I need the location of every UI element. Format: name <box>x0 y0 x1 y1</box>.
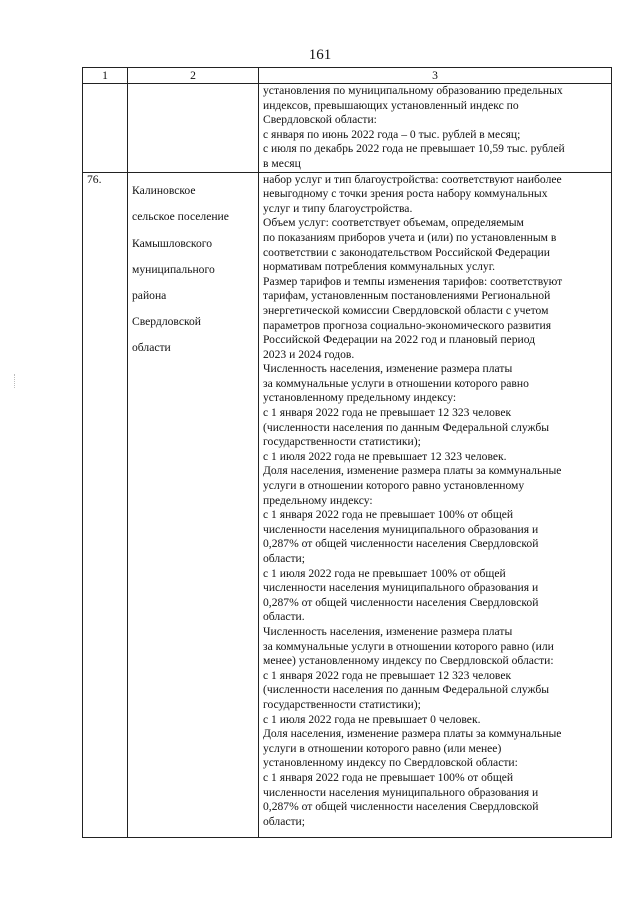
header-col-1: 1 <box>83 68 128 84</box>
content-line: государственности статистики); <box>263 697 421 711</box>
content-line: энергетической комиссии Свердловской области с учетом <box>263 303 549 317</box>
content-line: с 1 июля 2022 года не превышает 0 человек. <box>263 712 481 726</box>
header-row <box>83 68 612 84</box>
content-line: за коммунальные услуги в отношении которого равно (или <box>263 639 554 653</box>
margin-mark <box>14 374 16 388</box>
content-line: установленному предельному индексу: <box>263 391 457 405</box>
content-line: области; <box>263 814 305 828</box>
content-line: соответствии с законодательством Российской Федерации <box>263 245 550 259</box>
municipality-name <box>128 172 259 837</box>
content-line: предельному индексу: <box>263 493 373 507</box>
continuation-line: в месяц <box>263 156 301 170</box>
continuation-line: с июля по декабрь 2022 года не превышает 10,59 тыс. рублей <box>263 142 565 156</box>
content-line: менее) установленному индексу по Свердловской области: <box>263 654 554 668</box>
row-content <box>259 172 612 837</box>
continuation-line: с января по июнь 2022 года – 0 тыс. рублей в месяц; <box>263 127 521 141</box>
name-line: Калиновское <box>132 184 196 198</box>
page-number: 161 <box>308 47 332 63</box>
tariff-table <box>82 67 612 838</box>
row-number: 76. <box>83 172 128 837</box>
continuation-line: индексов, превышающих установленный индекс по <box>263 98 519 112</box>
content-line: услуг и типу благоустройства. <box>263 201 413 215</box>
content-line: Российской Федерации на 2022 год и плановый период <box>263 333 536 347</box>
content-line: тарифам, установленным постановлениями Региональной <box>263 289 551 303</box>
content-line: Размер тарифов и темпы изменения тарифов: соответствуют <box>263 274 563 288</box>
content-line: 0,287% от общей численности населения Свердловской <box>263 800 539 814</box>
content-line: государственности статистики); <box>263 435 421 449</box>
content-line: 0,287% от общей численности населения Свердловской <box>263 595 539 609</box>
name-line: района <box>132 288 167 302</box>
content-line: услуги в отношении которого равно (или менее) <box>263 741 502 755</box>
content-line: с 1 января 2022 года не превышает 100% от общей <box>263 770 514 784</box>
content-line: по показаниям приборов учета и (или) по установленным в <box>263 230 557 244</box>
continuation-name-cell <box>128 84 259 173</box>
content-line: за коммунальные услуги в отношении которого равно <box>263 376 529 390</box>
name-line: муниципального <box>132 262 215 276</box>
header-col-2: 2 <box>128 68 259 84</box>
content-line: с 1 января 2022 года не превышает 12 323 человек <box>263 668 512 682</box>
content-line: установленному индексу по Свердловской области: <box>263 756 518 770</box>
content-line: 2023 и 2024 годов. <box>263 347 355 361</box>
content-line: невыгодному с точки зрения роста набору коммунальных <box>263 187 548 201</box>
content-line: (численности населения по данным Федеральной службы <box>263 420 550 434</box>
content-line: с 1 января 2022 года не превышает 100% от общей <box>263 508 514 522</box>
content-line: 0,287% от общей численности населения Свердловской <box>263 537 539 551</box>
content-line: с 1 июля 2022 года не превышает 100% от общей <box>263 566 506 580</box>
continuation-line: установления по муниципальному образованию предельных <box>263 84 563 97</box>
content-line: Объем услуг: соответствует объемам, определяемым <box>263 216 524 230</box>
content-line: с 1 июля 2022 года не превышает 12 323 человек. <box>263 449 507 463</box>
content-line: с 1 января 2022 года не превышает 12 323 человек <box>263 406 512 420</box>
content-line: численности населения муниципального образования и <box>263 522 539 536</box>
name-line: Свердловской <box>132 315 202 329</box>
content-line: Доля населения, изменение размера платы за коммунальные <box>263 464 562 478</box>
continuation-row <box>83 84 612 173</box>
header-col-3: 3 <box>259 68 612 84</box>
content-line: области; <box>263 552 305 565</box>
content-line: Доля населения, изменение размера платы за коммунальные <box>263 727 562 741</box>
content-line: Численность населения, изменение размера платы <box>263 624 513 638</box>
content-line: области. <box>263 610 305 624</box>
content-line: (численности населения по данным Федеральной службы <box>263 683 550 697</box>
name-line: области <box>132 341 171 355</box>
content-line: Численность населения, изменение размера платы <box>263 362 513 376</box>
content-line: численности населения муниципального образования и <box>263 785 539 799</box>
content-line: услуги в отношении которого равно установленному <box>263 479 525 493</box>
content-line: нормативам потребления коммунальных услуг. <box>263 260 496 274</box>
content-line: набор услуг и тип благоустройства: соответствуют наиболее <box>263 172 562 186</box>
continuation-text-cell <box>259 84 612 173</box>
continuation-line: Свердловской области: <box>263 113 377 127</box>
name-line: сельское поселение <box>132 210 229 224</box>
name-line: Камышловского <box>132 236 213 250</box>
content-line: параметров прогноза социально-экономического развития <box>263 318 552 332</box>
content-line: численности населения муниципального образования и <box>263 581 539 595</box>
table-row <box>83 172 612 837</box>
continuation-num-cell <box>83 84 128 173</box>
